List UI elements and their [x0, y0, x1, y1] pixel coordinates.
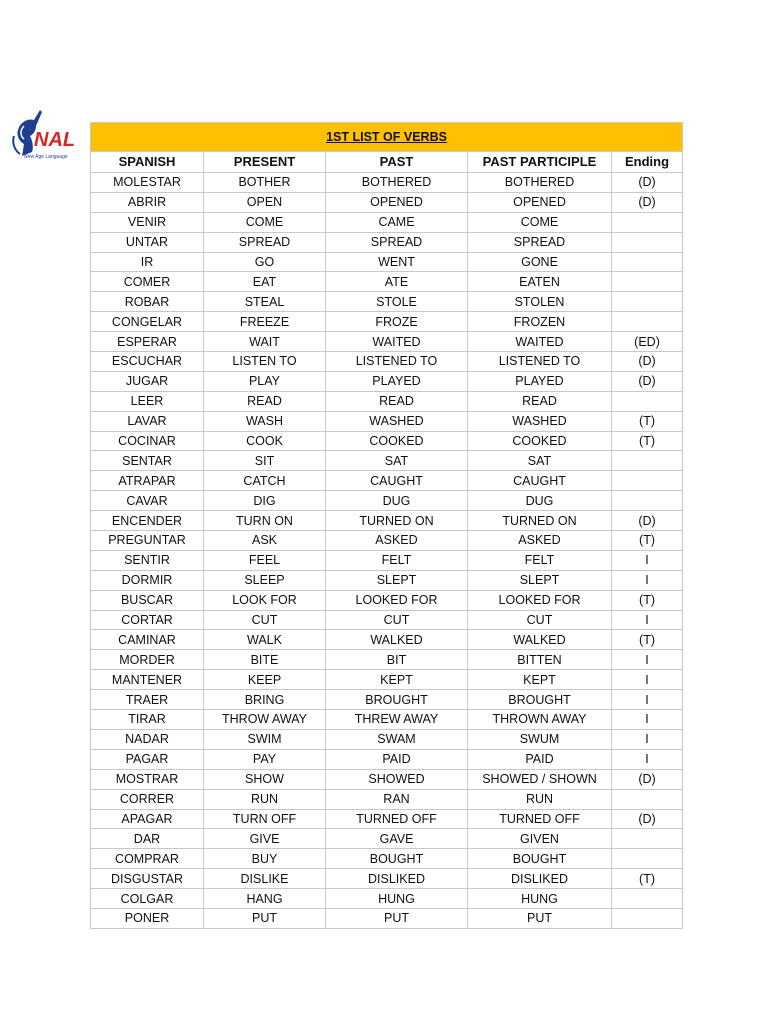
cell-spanish: TIRAR: [91, 710, 204, 730]
cell-present: PUT: [204, 908, 326, 928]
cell-past-participle: KEPT: [468, 670, 612, 690]
cell-ending: (D): [612, 173, 683, 193]
cell-past: WAITED: [326, 332, 468, 352]
cell-past: TURNED OFF: [326, 809, 468, 829]
header-present: PRESENT: [204, 152, 326, 173]
table-row: [91, 292, 683, 312]
cell-ending: (D): [612, 769, 683, 789]
cell-past: PLAYED: [326, 371, 468, 391]
table-row: [91, 590, 683, 610]
cell-ending: (T): [612, 531, 683, 551]
cell-past-participle: SHOWED / SHOWN: [468, 769, 612, 789]
table-row: [91, 232, 683, 252]
cell-past-participle: CAUGHT: [468, 471, 612, 491]
cell-spanish: ESPERAR: [91, 332, 204, 352]
cell-past: OPENED: [326, 192, 468, 212]
cell-ending: (T): [612, 869, 683, 889]
cell-past-participle: DISLIKED: [468, 869, 612, 889]
cell-ending: [612, 829, 683, 849]
cell-past-participle: FROZEN: [468, 312, 612, 332]
cell-past-participle: SLEPT: [468, 570, 612, 590]
table-row: [91, 690, 683, 710]
cell-spanish: CORRER: [91, 789, 204, 809]
cell-ending: [612, 491, 683, 511]
cell-spanish: LAVAR: [91, 411, 204, 431]
cell-past: GAVE: [326, 829, 468, 849]
cell-ending: I: [612, 729, 683, 749]
cell-ending: (T): [612, 630, 683, 650]
cell-present: EAT: [204, 272, 326, 292]
cell-ending: I: [612, 690, 683, 710]
cell-past: LOOKED FOR: [326, 590, 468, 610]
table-row: [91, 212, 683, 232]
cell-past: BIT: [326, 650, 468, 670]
table-row: [91, 411, 683, 431]
cell-present: GIVE: [204, 829, 326, 849]
table-row: [91, 192, 683, 212]
cell-present: CUT: [204, 610, 326, 630]
table-row: [91, 789, 683, 809]
cell-past-participle: LOOKED FOR: [468, 590, 612, 610]
table-row: [91, 471, 683, 491]
table-row: [91, 749, 683, 769]
nal-logo: [10, 106, 80, 166]
table-row: [91, 849, 683, 869]
cell-ending: I: [612, 610, 683, 630]
cell-ending: [612, 789, 683, 809]
cell-spanish: DISGUSTAR: [91, 869, 204, 889]
cell-present: PAY: [204, 749, 326, 769]
cell-ending: [612, 908, 683, 928]
cell-past: STOLE: [326, 292, 468, 312]
cell-spanish: CAVAR: [91, 491, 204, 511]
table-row: [91, 371, 683, 391]
table-row: [91, 511, 683, 531]
cell-past: LISTENED TO: [326, 352, 468, 372]
cell-past-participle: BROUGHT: [468, 690, 612, 710]
cell-past-participle: EATEN: [468, 272, 612, 292]
logo-text: NAL: [34, 129, 76, 151]
cell-present: PLAY: [204, 371, 326, 391]
cell-ending: [612, 849, 683, 869]
header-spanish: SPANISH: [91, 152, 204, 173]
table-row: [91, 908, 683, 928]
cell-present: DIG: [204, 491, 326, 511]
cell-past-participle: READ: [468, 391, 612, 411]
cell-past-participle: STOLEN: [468, 292, 612, 312]
cell-spanish: COLGAR: [91, 889, 204, 909]
table-row: [91, 710, 683, 730]
cell-spanish: ATRAPAR: [91, 471, 204, 491]
cell-ending: [612, 471, 683, 491]
table-row: [91, 391, 683, 411]
cell-spanish: MANTENER: [91, 670, 204, 690]
table-title: 1ST LIST OF VERBS: [91, 123, 683, 152]
cell-past: PAID: [326, 749, 468, 769]
cell-present: LOOK FOR: [204, 590, 326, 610]
cell-ending: [612, 232, 683, 252]
cell-past-participle: CUT: [468, 610, 612, 630]
cell-ending: (T): [612, 411, 683, 431]
cell-present: STEAL: [204, 292, 326, 312]
cell-present: BRING: [204, 690, 326, 710]
cell-ending: (D): [612, 192, 683, 212]
cell-past-participle: GIVEN: [468, 829, 612, 849]
cell-spanish: ROBAR: [91, 292, 204, 312]
cell-present: GO: [204, 252, 326, 272]
cell-past: SWAM: [326, 729, 468, 749]
cell-ending: [612, 312, 683, 332]
cell-present: LISTEN TO: [204, 352, 326, 372]
cell-present: HANG: [204, 889, 326, 909]
cell-spanish: COMER: [91, 272, 204, 292]
table-row: [91, 889, 683, 909]
cell-spanish: CAMINAR: [91, 630, 204, 650]
cell-present: FEEL: [204, 550, 326, 570]
cell-present: KEEP: [204, 670, 326, 690]
cell-past: DUG: [326, 491, 468, 511]
cell-ending: I: [612, 550, 683, 570]
cell-present: SWIM: [204, 729, 326, 749]
cell-spanish: COMPRAR: [91, 849, 204, 869]
cell-past: KEPT: [326, 670, 468, 690]
cell-past-participle: FELT: [468, 550, 612, 570]
cell-past: READ: [326, 391, 468, 411]
cell-spanish: MOSTRAR: [91, 769, 204, 789]
verbs-table: [90, 122, 683, 929]
header-ending: Ending: [612, 152, 683, 173]
cell-ending: (T): [612, 590, 683, 610]
cell-past: WALKED: [326, 630, 468, 650]
cell-past: SLEPT: [326, 570, 468, 590]
table-row: [91, 630, 683, 650]
cell-past: BOTHERED: [326, 173, 468, 193]
cell-past: THREW AWAY: [326, 710, 468, 730]
unicorn-logo-icon: [10, 106, 80, 166]
cell-past: RAN: [326, 789, 468, 809]
cell-present: SLEEP: [204, 570, 326, 590]
cell-present: READ: [204, 391, 326, 411]
cell-past-participle: BITTEN: [468, 650, 612, 670]
table-row: [91, 550, 683, 570]
cell-present: SIT: [204, 451, 326, 471]
cell-spanish: UNTAR: [91, 232, 204, 252]
header-row: [91, 152, 683, 173]
cell-past-participle: ASKED: [468, 531, 612, 551]
cell-past: COOKED: [326, 431, 468, 451]
cell-spanish: CORTAR: [91, 610, 204, 630]
cell-present: OPEN: [204, 192, 326, 212]
table-row: [91, 809, 683, 829]
cell-ending: [612, 252, 683, 272]
cell-past: ASKED: [326, 531, 468, 551]
header-past-participle: PAST PARTICIPLE: [468, 152, 612, 173]
table-row: [91, 252, 683, 272]
cell-past-participle: PAID: [468, 749, 612, 769]
cell-ending: I: [612, 749, 683, 769]
cell-spanish: LEER: [91, 391, 204, 411]
cell-present: THROW AWAY: [204, 710, 326, 730]
cell-spanish: VENIR: [91, 212, 204, 232]
cell-past-participle: DUG: [468, 491, 612, 511]
table-row: [91, 729, 683, 749]
table-row: [91, 769, 683, 789]
cell-past-participle: PUT: [468, 908, 612, 928]
cell-ending: (D): [612, 809, 683, 829]
cell-present: BOTHER: [204, 173, 326, 193]
cell-spanish: PONER: [91, 908, 204, 928]
cell-present: RUN: [204, 789, 326, 809]
cell-past: WASHED: [326, 411, 468, 431]
table-row: [91, 531, 683, 551]
table-row: [91, 451, 683, 471]
cell-past-participle: WASHED: [468, 411, 612, 431]
cell-ending: [612, 272, 683, 292]
cell-ending: [612, 212, 683, 232]
cell-present: DISLIKE: [204, 869, 326, 889]
cell-ending: (T): [612, 431, 683, 451]
cell-ending: I: [612, 670, 683, 690]
cell-past-participle: COME: [468, 212, 612, 232]
table-row: [91, 670, 683, 690]
header-past: PAST: [326, 152, 468, 173]
cell-past-participle: COOKED: [468, 431, 612, 451]
table-row: [91, 431, 683, 451]
cell-past-participle: SWUM: [468, 729, 612, 749]
cell-ending: [612, 292, 683, 312]
cell-past-participle: SAT: [468, 451, 612, 471]
table-row: [91, 491, 683, 511]
cell-spanish: SENTIR: [91, 550, 204, 570]
cell-past-participle: TURNED ON: [468, 511, 612, 531]
cell-past: FELT: [326, 550, 468, 570]
cell-spanish: IR: [91, 252, 204, 272]
cell-spanish: ENCENDER: [91, 511, 204, 531]
table-body: [91, 173, 683, 929]
cell-past: CAME: [326, 212, 468, 232]
cell-past: BOUGHT: [326, 849, 468, 869]
cell-present: WAIT: [204, 332, 326, 352]
cell-ending: [612, 889, 683, 909]
cell-present: SPREAD: [204, 232, 326, 252]
cell-spanish: ESCUCHAR: [91, 352, 204, 372]
cell-past-participle: HUNG: [468, 889, 612, 909]
cell-ending: I: [612, 650, 683, 670]
cell-present: ASK: [204, 531, 326, 551]
cell-spanish: TRAER: [91, 690, 204, 710]
cell-spanish: MORDER: [91, 650, 204, 670]
cell-past: DISLIKED: [326, 869, 468, 889]
cell-past-participle: PLAYED: [468, 371, 612, 391]
cell-past: CUT: [326, 610, 468, 630]
cell-past-participle: LISTENED TO: [468, 352, 612, 372]
cell-present: COOK: [204, 431, 326, 451]
cell-present: FREEZE: [204, 312, 326, 332]
table-row: [91, 173, 683, 193]
cell-past: WENT: [326, 252, 468, 272]
cell-spanish: PREGUNTAR: [91, 531, 204, 551]
cell-spanish: CONGELAR: [91, 312, 204, 332]
cell-past-participle: BOUGHT: [468, 849, 612, 869]
cell-present: SHOW: [204, 769, 326, 789]
cell-ending: [612, 451, 683, 471]
cell-past-participle: BOTHERED: [468, 173, 612, 193]
cell-spanish: BUSCAR: [91, 590, 204, 610]
cell-past: SHOWED: [326, 769, 468, 789]
cell-present: BUY: [204, 849, 326, 869]
cell-past: FROZE: [326, 312, 468, 332]
cell-past: ATE: [326, 272, 468, 292]
cell-spanish: COCINAR: [91, 431, 204, 451]
cell-past-participle: SPREAD: [468, 232, 612, 252]
cell-spanish: APAGAR: [91, 809, 204, 829]
cell-past-participle: WAITED: [468, 332, 612, 352]
cell-past-participle: OPENED: [468, 192, 612, 212]
cell-present: TURN OFF: [204, 809, 326, 829]
cell-ending: I: [612, 710, 683, 730]
cell-past: CAUGHT: [326, 471, 468, 491]
cell-past-participle: WALKED: [468, 630, 612, 650]
table-row: [91, 312, 683, 332]
cell-ending: (D): [612, 371, 683, 391]
cell-ending: [612, 391, 683, 411]
cell-past: BROUGHT: [326, 690, 468, 710]
table-row: [91, 869, 683, 889]
cell-spanish: MOLESTAR: [91, 173, 204, 193]
cell-spanish: JUGAR: [91, 371, 204, 391]
cell-ending: (ED): [612, 332, 683, 352]
cell-present: CATCH: [204, 471, 326, 491]
cell-ending: (D): [612, 352, 683, 372]
table-row: [91, 610, 683, 630]
cell-ending: (D): [612, 511, 683, 531]
logo-subtitle: New Age Language: [24, 154, 68, 160]
cell-past-participle: RUN: [468, 789, 612, 809]
cell-present: TURN ON: [204, 511, 326, 531]
cell-ending: I: [612, 570, 683, 590]
cell-spanish: SENTAR: [91, 451, 204, 471]
cell-past-participle: GONE: [468, 252, 612, 272]
cell-present: WALK: [204, 630, 326, 650]
cell-spanish: DORMIR: [91, 570, 204, 590]
cell-present: BITE: [204, 650, 326, 670]
cell-past-participle: TURNED OFF: [468, 809, 612, 829]
cell-present: WASH: [204, 411, 326, 431]
table-row: [91, 352, 683, 372]
table-row: [91, 332, 683, 352]
table-row: [91, 570, 683, 590]
cell-past: TURNED ON: [326, 511, 468, 531]
cell-past: SAT: [326, 451, 468, 471]
table-row: [91, 829, 683, 849]
cell-past: PUT: [326, 908, 468, 928]
table-row: [91, 650, 683, 670]
cell-present: COME: [204, 212, 326, 232]
cell-past: HUNG: [326, 889, 468, 909]
cell-spanish: PAGAR: [91, 749, 204, 769]
cell-spanish: DAR: [91, 829, 204, 849]
cell-past-participle: THROWN AWAY: [468, 710, 612, 730]
cell-past: SPREAD: [326, 232, 468, 252]
cell-spanish: NADAR: [91, 729, 204, 749]
cell-spanish: ABRIR: [91, 192, 204, 212]
table-row: [91, 272, 683, 292]
